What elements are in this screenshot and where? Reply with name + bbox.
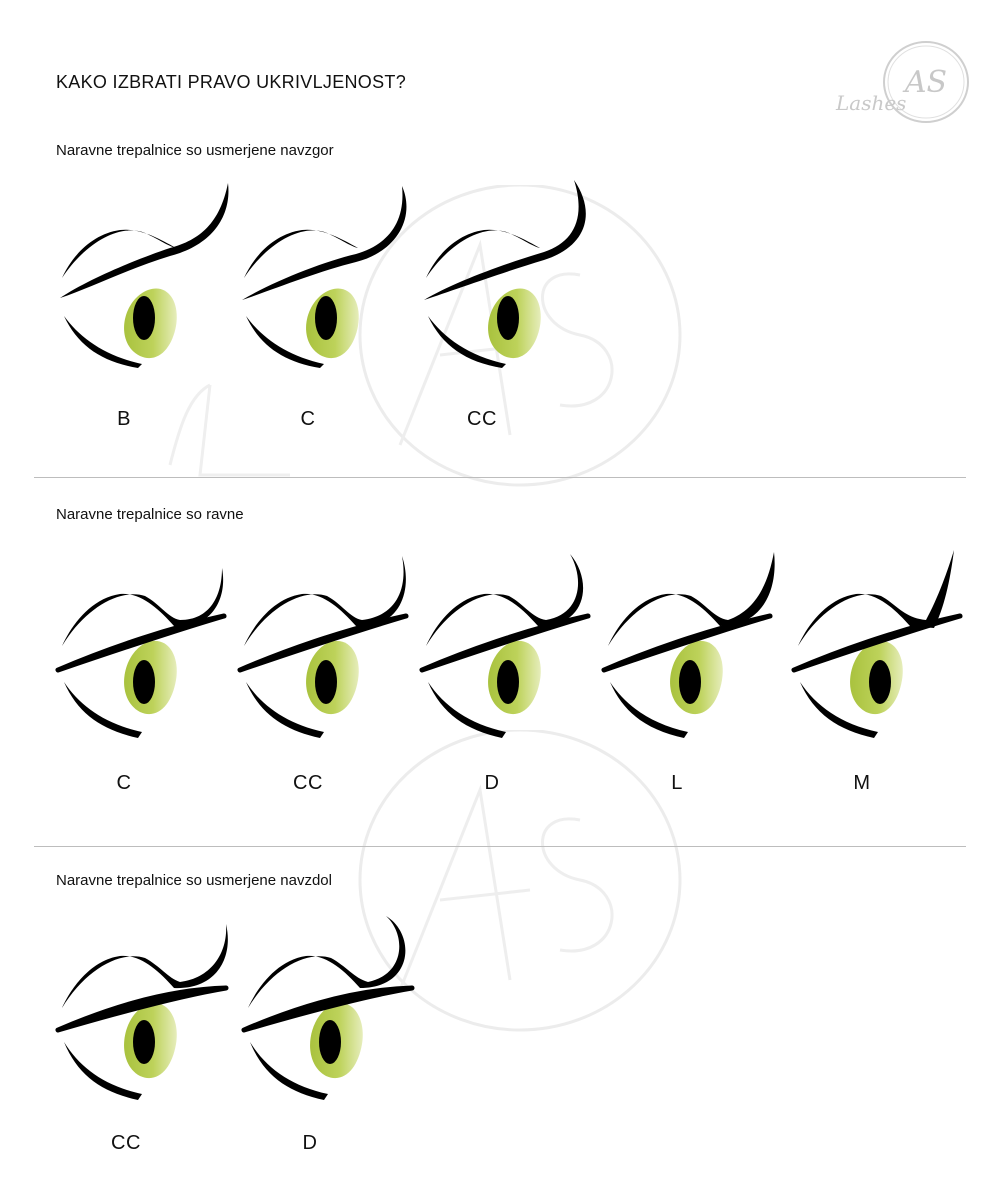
logo-monogram: AS [904,65,948,100]
section-divider [34,477,966,478]
curl-label: CC [111,1132,141,1154]
eye-illustration [232,548,412,748]
section-divider [34,846,966,847]
logo-text: Lashes [836,91,907,115]
curl-label: CC [293,772,323,794]
curl-label: B [117,408,131,430]
eye-illustration [414,178,594,378]
eye-illustration [596,548,776,748]
eye-illustration [236,912,416,1112]
curl-label: D [302,1132,318,1154]
section-subtitle-up: Naravne trepalnice so usmerjene navzgor [56,142,334,159]
eye-illustration [786,548,966,748]
curl-label: C [300,408,316,430]
eye-illustration [50,178,230,378]
curl-label: D [484,772,500,794]
curl-label: CC [467,408,497,430]
brand-logo [826,36,976,128]
eye-illustration [414,548,594,748]
curl-label: M [853,772,871,794]
page-title: KAKO IZBRATI PRAVO UKRIVLJENOST? [56,72,407,92]
section-subtitle-straight: Naravne trepalnice so ravne [56,506,244,523]
eye-illustration [50,548,230,748]
section-subtitle-down: Naravne trepalnice so usmerjene navzdol [56,872,332,889]
curl-label: L [671,772,683,794]
curl-label: C [116,772,132,794]
eye-illustration [232,178,412,378]
eye-illustration [50,912,230,1112]
